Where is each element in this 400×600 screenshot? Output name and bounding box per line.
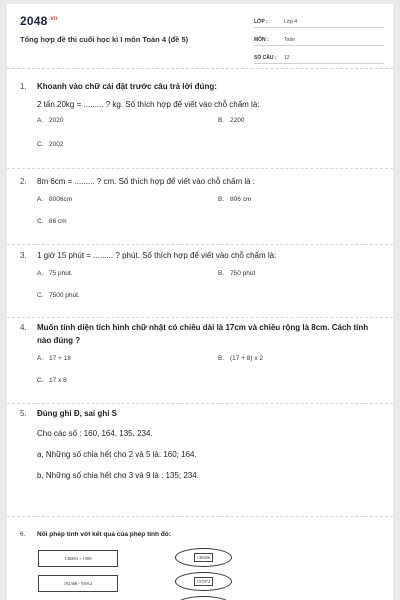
meta-count-value: 12 [284,55,290,61]
option-a[interactable]: A. 2020 [37,117,64,124]
option-b[interactable]: B. 2200 [218,117,245,124]
question-number: 5. [20,409,27,418]
question-text: Đúng ghi Đ, sai ghi S [37,409,117,418]
question-4 [20,321,383,409]
question-prompt: 2 tấn 20kg = ......... ? kg. Số thích hợp để viết vào chỗ chấm là: [37,100,260,109]
question-number: 4. [20,323,27,332]
option-c[interactable]: C. 2002 [37,141,64,148]
question-2 [20,175,383,250]
option-a[interactable]: A. 17 + 18 [37,355,71,362]
site-logo[interactable]: $2048^{.vn}$ [20,14,58,28]
question-separator [7,403,393,404]
answer-options [20,355,383,409]
result-oval[interactable]: 138456 [175,548,232,567]
worksheet-title: Tổng hợp đề thi cuối học kì I môn Toán 4 (đề 5) [20,35,189,44]
question-number: 2. [20,177,27,186]
question-separator [7,516,393,517]
question-3 [20,249,383,324]
option-c[interactable]: C. 7500 phút. [37,292,80,299]
option-c[interactable]: C. 86 cm [37,218,67,225]
meta-count-key: SỐ CÂU : [254,55,277,61]
meta-count-row [254,52,384,64]
question-text: 1 giờ 15 phút = ......... ? phút. Số thích hợp để viết vào chỗ chấm là: [37,251,277,260]
question-1 [20,80,383,171]
worksheet-page [7,4,393,600]
answer-options [20,270,383,324]
question-6 [20,528,383,541]
question-number: 3. [20,251,27,260]
answer-options [20,196,383,250]
question-number: 6. [20,531,26,538]
option-c[interactable]: C. 17 x 8 [37,377,67,384]
question-text: Muốn tính diện tích hình chữ nhật có chiều dài là 17cm và chiều rộng là 8cm. Cách tính nào đúng ? [37,323,369,345]
statement-line: Cho các số : 160, 164, 135, 234. [37,429,153,438]
worksheet-header [7,4,393,66]
statement-line: a, Những số chia hết cho 2 và 5 là: 160; 164. [37,450,197,459]
meta-subject-key: MÔN : [254,37,269,43]
result-oval[interactable]: 157872 [175,572,232,591]
option-a[interactable]: A. 75 phút. [37,270,73,277]
question-number: 1. [20,82,27,91]
option-b[interactable]: B. 750 phút [218,270,256,277]
question-text: Khoanh vào chữ cái đặt trước câu trả lời đúng: [37,82,217,91]
question-5 [20,407,383,480]
meta-class-row [254,16,384,28]
option-a[interactable]: A. 8006cm [37,196,73,203]
matching-exercise [38,550,268,600]
statement-line: b, Những số chia hết cho 3 và 9 là : 135; 234. [37,471,199,480]
option-b[interactable]: B. 806 cm [218,196,252,203]
question-separator [7,244,393,245]
meta-subject-value: Toán [284,37,295,43]
expression-box[interactable]: 138283 + 1589 [38,550,118,567]
result-oval[interactable] [175,596,232,600]
question-text: Nối phép tính với kết quả của phép tính đó: [37,531,171,538]
meta-class-value: Lớp 4 [284,19,298,25]
question-separator [7,317,393,318]
answer-options [20,117,383,171]
meta-class-key: LỚP : [254,19,268,25]
meta-subject-row [254,34,384,46]
header-divider [7,68,393,69]
question-text: 8m 6cm = ......... ? cm. Số thích hợp để viết vào chỗ chấm là : [37,177,256,186]
question-separator [7,168,393,169]
expression-box[interactable]: 192368 - 53912 [38,575,118,592]
option-b[interactable]: B. (17 + 8) x 2 [218,355,264,362]
worksheet-meta [254,16,384,70]
